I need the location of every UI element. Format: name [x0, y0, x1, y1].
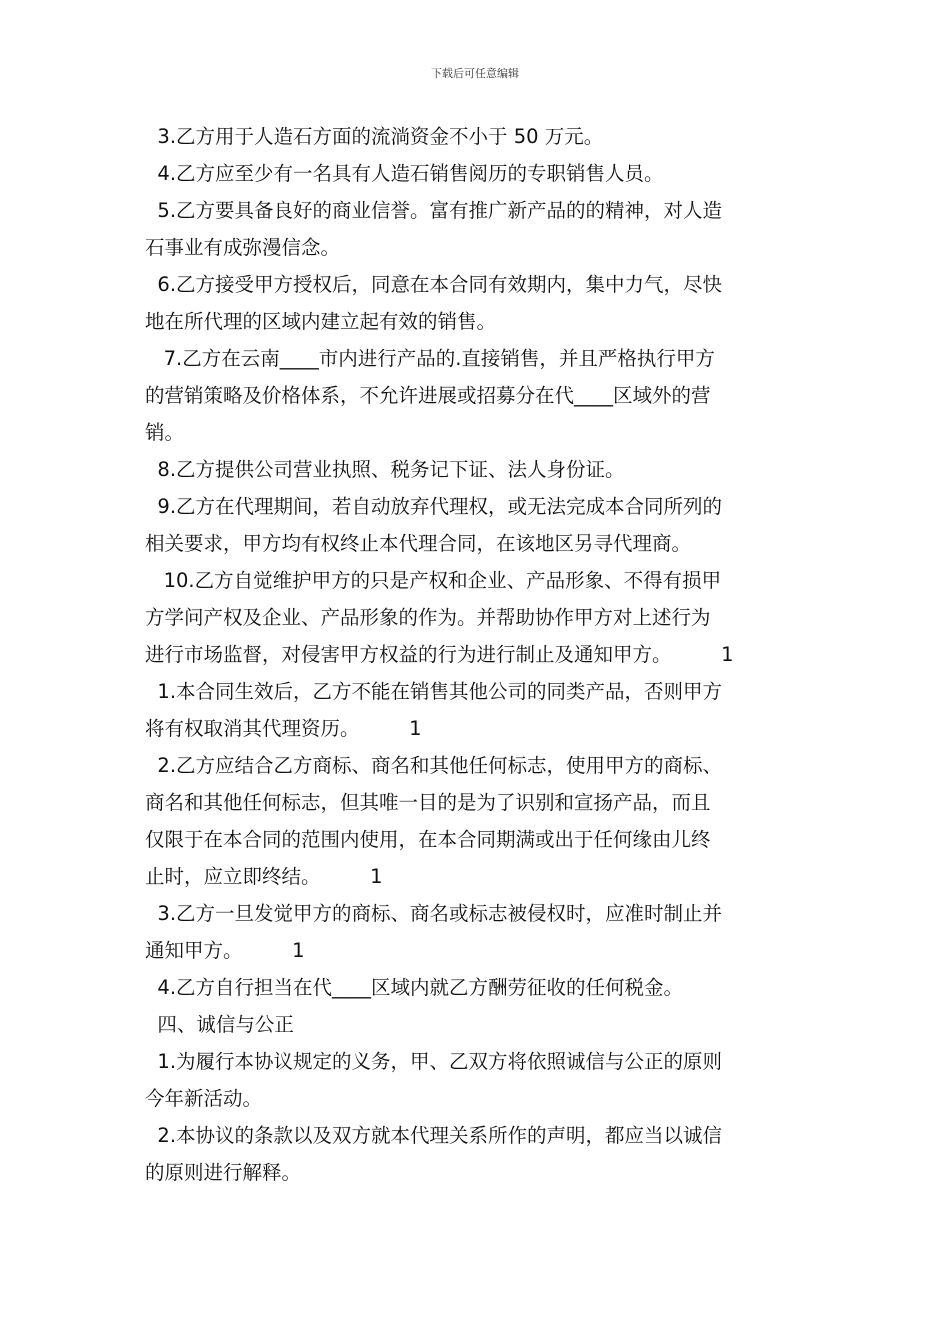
paragraph — [145, 118, 810, 155]
paragraph-line: 将有权取消其代理资历。 1 — [145, 717, 422, 740]
paragraph — [145, 747, 810, 895]
paragraph-line: 7.乙方在云南____市内进行产品的.直接销售，并且严格执行甲方 — [145, 347, 715, 370]
paragraph-line: 6.乙方接受甲方授权后，同意在本合同有效期内，集中力气，尽快 — [145, 273, 723, 296]
paragraph-line: 3.乙方一旦发觉甲方的商标、商名或标志被侵权时，应准时制止并 — [145, 902, 723, 925]
paragraph-line: 4.乙方自行担当在代____区域内就乙方酬劳征收的任何税金。 — [145, 976, 684, 999]
paragraph-line: 1.本合同生效后，乙方不能在销售其他公司的同类产品，否则甲方 — [145, 680, 723, 703]
paragraph — [145, 1006, 810, 1043]
paragraph-line: 10.乙方自觉维护甲方的只是产权和企业、产品形象、不得有损甲 — [145, 569, 722, 592]
paragraph-line: 四、诚信与公正 — [145, 1013, 294, 1036]
paragraph — [145, 340, 810, 451]
paragraph-line: 的原则进行解释。 — [145, 1161, 302, 1184]
paragraph-line: 石事业有成弥漫信念。 — [145, 236, 341, 259]
paragraph-line: 商名和其他任何标志，但其唯一目的是为了识别和宣扬产品，而且 — [145, 791, 711, 814]
paragraph — [145, 673, 810, 747]
paragraph-line: 销。 — [145, 421, 185, 444]
paragraph-line: 通知甲方。 1 — [145, 939, 305, 962]
page-header: 下载后可任意编辑 — [431, 67, 519, 80]
paragraph — [145, 155, 810, 192]
paragraph-line: 相关要求，甲方均有权终止本代理合同，在该地区另寻代理商。 — [145, 532, 692, 555]
paragraph-line: 8.乙方提供公司营业执照、税务记下证、法人身份证。 — [145, 458, 625, 481]
paragraph — [145, 488, 810, 562]
paragraph — [145, 451, 810, 488]
paragraph-line: 地在所代理的区域内建立起有效的销售。 — [145, 310, 497, 333]
paragraph — [145, 969, 810, 1006]
paragraph-line: 2.乙方应结合乙方商标、商名和其他任何标志，使用甲方的商标、 — [145, 754, 723, 777]
paragraph-line: 4.乙方应至少有一名具有人造石销售阅历的专职销售人员。 — [145, 162, 664, 185]
paragraph-line: 5.乙方要具备良好的商业信誉。富有推广新产品的的精神，对人造 — [145, 199, 723, 222]
paragraph — [145, 266, 810, 340]
paragraph-line: 3.乙方用于人造石方面的流淌资金不小于 50 万元。 — [145, 125, 604, 148]
paragraph-line: 止时，应立即终结。 1 — [145, 865, 383, 888]
paragraph-line: 9.乙方在代理期间，若自动放弃代理权，或无法完成本合同所列的 — [145, 495, 723, 518]
document-body — [145, 118, 810, 1191]
paragraph-line: 仅限于在本合同的范围内使用，在本合同期满或出于任何缘由儿终 — [145, 828, 711, 851]
paragraph — [145, 562, 810, 673]
paragraph — [145, 1117, 810, 1191]
paragraph — [145, 895, 810, 969]
paragraph — [145, 1043, 810, 1117]
paragraph-line: 2.本协议的条款以及双方就本代理关系所作的声明，都应当以诚信 — [145, 1124, 723, 1147]
paragraph-line: 的营销策略及价格体系，不允许进展或招募分在代____区域外的营 — [145, 384, 711, 407]
paragraph-line: 方学问产权及企业、产品形象的作为。并帮助协作甲方对上述行为 — [145, 606, 711, 629]
paragraph-line: 1.为履行本协议规定的义务，甲、乙双方将依照诚信与公正的原则 — [145, 1050, 723, 1073]
paragraph-line: 进行市场监督，对侵害甲方权益的行为进行制止及通知甲方。 1 — [145, 643, 734, 666]
paragraph-line: 今年新活动。 — [145, 1087, 263, 1110]
paragraph — [145, 192, 810, 266]
